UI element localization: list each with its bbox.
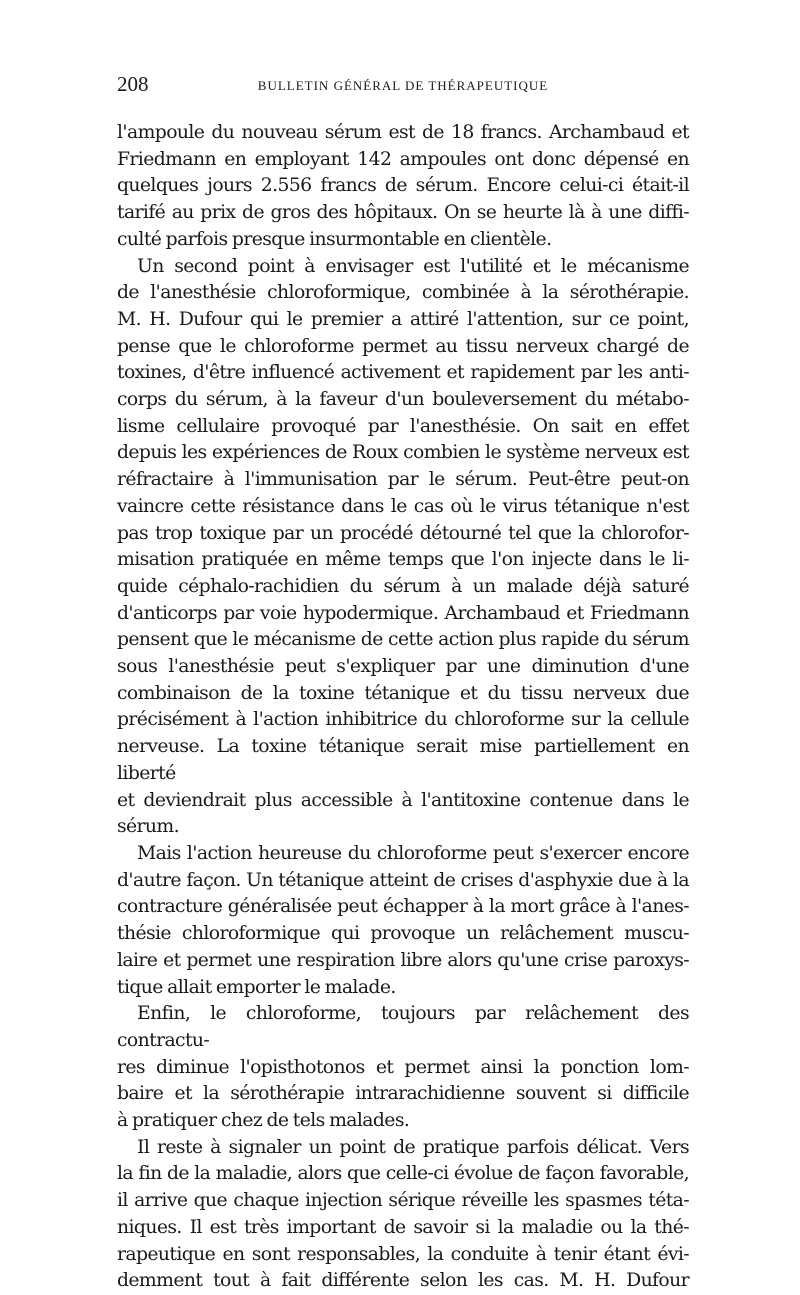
body-text (117, 120, 689, 1295)
text-line: sérum. (117, 816, 180, 838)
text-line: laire et permet une respiration libre alors qu'une crise paroxys- (117, 949, 689, 971)
text-line: précisément à l'action inhibitrice du chloroforme sur la cellule (117, 709, 689, 731)
text-line: tarifé au prix de gros des hôpitaux. On se heurte là à une diffi- (117, 202, 689, 224)
text-line: et deviendrait plus accessible à l'antitoxine contenue dans le (117, 789, 689, 811)
text-line: rapeutique en sont responsables, la conduite à tenir étant évi- (117, 1243, 689, 1265)
text-line: depuis les expériences de Roux combien le système nerveux est (117, 442, 689, 464)
text-line: pensent que le mécanisme de cette action plus rapide du sérum (117, 629, 689, 651)
text-line: de l'anesthésie chloroformique, combinée à la sérothérapie. (117, 282, 689, 304)
text-line: pas trop toxique par un procédé détourné tel que la chlorofor- (117, 522, 689, 544)
text-line: thésie chloroformique qui provoque un relâchement muscu- (117, 923, 689, 945)
text-line: corps du sérum, à la faveur d'un bouleversement du métabo- (117, 389, 689, 411)
text-line: res diminue l'opisthotonos et permet ainsi la ponction lom- (117, 1056, 689, 1078)
running-title: BULLETIN GÉNÉRAL DE THÉRAPEUTIQUE (257, 78, 549, 93)
page-number: 208 (117, 72, 149, 96)
text-line: M. H. Dufour qui le premier a attiré l'attention, sur ce point, (117, 308, 689, 330)
text-line: d'autre façon. Un tétanique atteint de crises d'asphyxie due à la (117, 869, 689, 891)
text-line: lisme cellulaire provoqué par l'anesthésie. On sait en effet (117, 415, 689, 437)
text-line: l'ampoule du nouveau sérum est de 18 francs. Archambaud et (117, 122, 689, 143)
text-line: toxines, d'être influencé activement et rapidement par les anti- (117, 362, 689, 384)
page-header (117, 70, 689, 102)
text-line: vaincre cette résistance dans le cas où le virus tétanique n'est (117, 495, 689, 517)
text-line: demment tout à fait différente selon les cas. M. H. Dufour (117, 1270, 689, 1292)
text-line: combinaison de la toxine tétanique et du tissu nerveux due (117, 682, 689, 704)
text-line: la fin de la maladie, alors que celle-ci évolue de façon favorable, (117, 1163, 689, 1185)
text-line: niques. Il est très important de savoir si la maladie ou la thé- (117, 1216, 689, 1238)
text-line: réfractaire à l'immunisation par le sérum. Peut-être peut-on (117, 469, 689, 491)
text-line: à pratiquer chez de tels malades. (117, 1110, 410, 1132)
text-line: contracture généralisée peut échapper à la mort grâce à l'anes- (117, 896, 689, 918)
text-line: culté parfois presque insurmontable en clientèle. (117, 228, 552, 250)
text-line: pense que le chloroforme permet au tissu nerveux chargé de (117, 335, 689, 357)
text-line: Mais l'action heureuse du chloroforme peut s'exercer encore (137, 842, 689, 864)
text-line: sous l'anesthésie peut s'expliquer par une diminution d'une (117, 656, 689, 678)
text-line: nerveuse. La toxine tétanique serait mise partiellement en liberté (117, 736, 689, 784)
text-line: d'anticorps par voie hypodermique. Archambaud et Friedmann (117, 602, 689, 624)
text-line: Friedmann en employant 142 ampoules ont donc dépensé en (117, 148, 689, 170)
text-line: quide céphalo-rachidien du sérum à un malade déjà saturé (117, 575, 689, 597)
text-line: Il reste à signaler un point de pratique parfois délicat. Vers (137, 1136, 689, 1158)
text-line: il arrive que chaque injection sérique réveille les spasmes téta- (117, 1190, 689, 1212)
text-line: tique allait emporter le malade. (117, 976, 396, 998)
text-line: misation pratiquée en même temps que l'on injecte dans le li- (117, 549, 689, 571)
text-line: baire et la sérothérapie intrarachidienne souvent si difficile (117, 1083, 689, 1105)
text-line: Enfin, le chloroforme, toujours par relâchement des contractu- (117, 1003, 689, 1051)
text-line: quelques jours 2.556 francs de sérum. Encore celui-ci était-il (117, 175, 689, 197)
text-line: Un second point à envisager est l'utilité et le mécanisme (137, 255, 689, 277)
